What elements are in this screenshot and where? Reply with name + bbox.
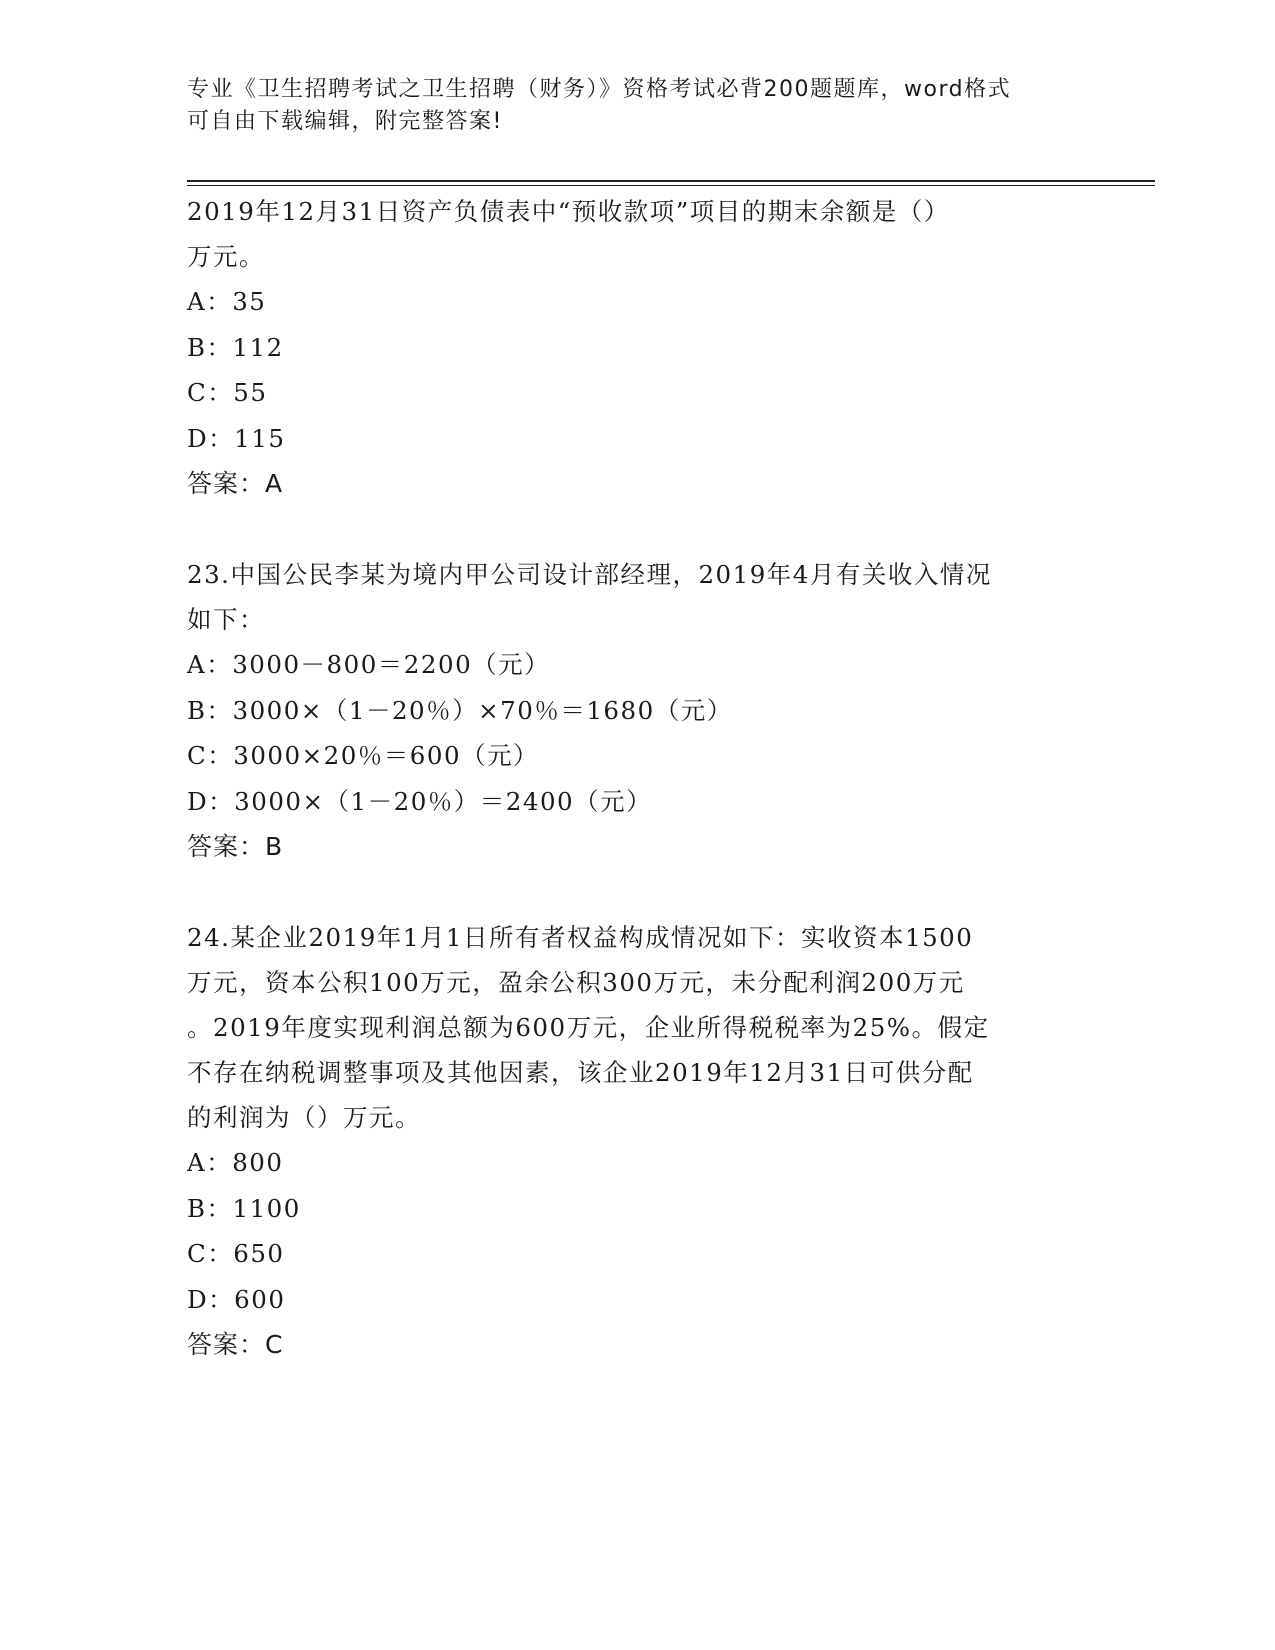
answer-line: 答案：B	[187, 832, 284, 861]
question-block-1	[187, 188, 1087, 506]
answer-line: 答案：A	[187, 469, 284, 498]
option-d: D：3000×（1－20％）＝2400（元）	[187, 786, 653, 816]
question-list	[187, 188, 1087, 1367]
option-b: B：112	[187, 332, 284, 362]
option-a: A：800	[187, 1148, 284, 1177]
question-spacer	[187, 506, 1087, 551]
question-block-23	[187, 551, 1087, 869]
question-stem	[187, 551, 1087, 642]
header-line-1: 专业《卫生招聘考试之卫生招聘（财务）》资格考试必背200题题库，word格式	[187, 77, 1012, 102]
question-stem	[187, 188, 1087, 279]
question-stem	[187, 914, 1087, 1140]
option-d: D：600	[187, 1284, 286, 1314]
stem-line: 万元，资本公积100万元，盈余公积300万元，未分配利润200万元	[187, 968, 965, 997]
header-line-2: 可自由下载编辑，附完整答案!	[187, 109, 503, 134]
stem-line: 23.中国公民李某为境内甲公司设计部经理，2019年4月有关收入情况	[187, 560, 992, 589]
question-spacer	[187, 869, 1087, 914]
stem-line: 的利润为（）万元。	[187, 1103, 421, 1132]
stem-line: 24.某企业2019年1月1日所有者权益构成情况如下：实收资本1500	[187, 923, 974, 952]
header-divider-thick	[187, 180, 1155, 182]
option-b: B：3000×（1－20％）×70％＝1680（元）	[187, 695, 733, 725]
option-c: C：650	[187, 1239, 285, 1268]
stem-line: 万元。	[187, 242, 265, 271]
answer-line: 答案：C	[187, 1330, 284, 1359]
option-b: B：1100	[187, 1193, 301, 1223]
option-a: A：35	[187, 287, 267, 316]
option-d: D：115	[187, 423, 286, 453]
document-header	[187, 74, 1087, 138]
stem-line: 不存在纳税调整事项及其他因素，该企业2019年12月31日可供分配	[187, 1058, 974, 1087]
stem-line: 如下：	[187, 605, 265, 634]
header-divider-thin	[187, 185, 1155, 186]
option-a: A：3000－800＝2200（元）	[187, 650, 551, 679]
stem-line: 。2019年度实现利润总额为600万元，企业所得税税率为25%。假定	[187, 1013, 990, 1042]
option-c: C：55	[187, 378, 268, 407]
stem-line: 2019年12月31日资产负债表中“预收款项”项目的期末余额是（）	[187, 197, 950, 226]
question-block-24	[187, 914, 1087, 1367]
option-c: C：3000×20％＝600（元）	[187, 741, 540, 770]
